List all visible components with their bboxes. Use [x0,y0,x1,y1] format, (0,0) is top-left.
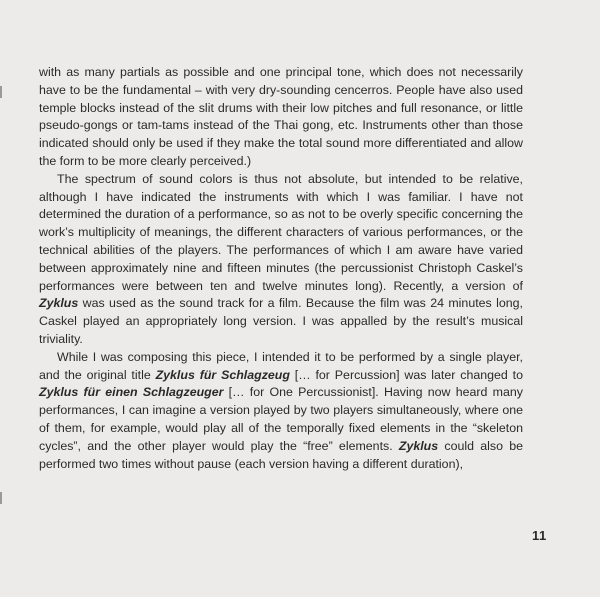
page-number: 11 [532,528,547,543]
work-title: Zyklus für einen Schlagzeuger [39,385,224,400]
text-run: could also be performed two times without pause (each version having a different duration), [39,438,523,471]
paragraph [39,349,523,474]
text-run: While I was composing this piece, I intended it to be performed by a single player, and the original title [39,349,523,382]
paragraph [39,171,523,349]
page-edge-mark [0,86,2,98]
work-title: Zyklus [39,296,79,311]
text-run: [… for One Percussionist]. Having now heard many performances, I can imagine a version played by two players simultaneously, where one of them, for example, would play all of the temporally fixed elements in the “skeleton cycles”, and the other player would play the “free” elements. [39,385,523,453]
text-run: [… for Percussion] was later changed to [289,367,523,382]
body-text [39,64,523,473]
work-title: Zyklus [398,438,439,453]
text-run: was used as the sound track for a film. Because the film was 24 minutes long, Caskel played an appropriately long version. I was appalled by the result’s musical triviality. [39,296,523,346]
text-run: The spectrum of sound colors is thus not absolute, but intended to be relative, although I have indicated the instruments with which I was familiar. I have not determined the duration of a performance, so as not to be overly specific concerning the work’s multiplicity of meanings, the different characters of various performances, or the technical abilities of the players. The performances of which I am aware have varied between approximately nine and fifteen minutes (the percussionist Christoph Caskel’s performances were between ten and twelve minutes long). Recently, a version of [39,171,523,293]
work-title: Zyklus für Schlagzeug [155,367,290,382]
paragraph: with as many partials as possible and one principal tone, which does not necessarily have to be the fundamental – with very dry-sounding cencerros. People have also used temple blocks instead of the slit drums with their low pitches and full resonance, or little pseudo-gongs or tam-tams instead of the Thai gong, etc. Instruments other than those indicated should only be used if they make the total sound more differentiated and allow the form to be more clearly perceived.) [39,65,523,168]
page-edge-mark [0,492,2,504]
